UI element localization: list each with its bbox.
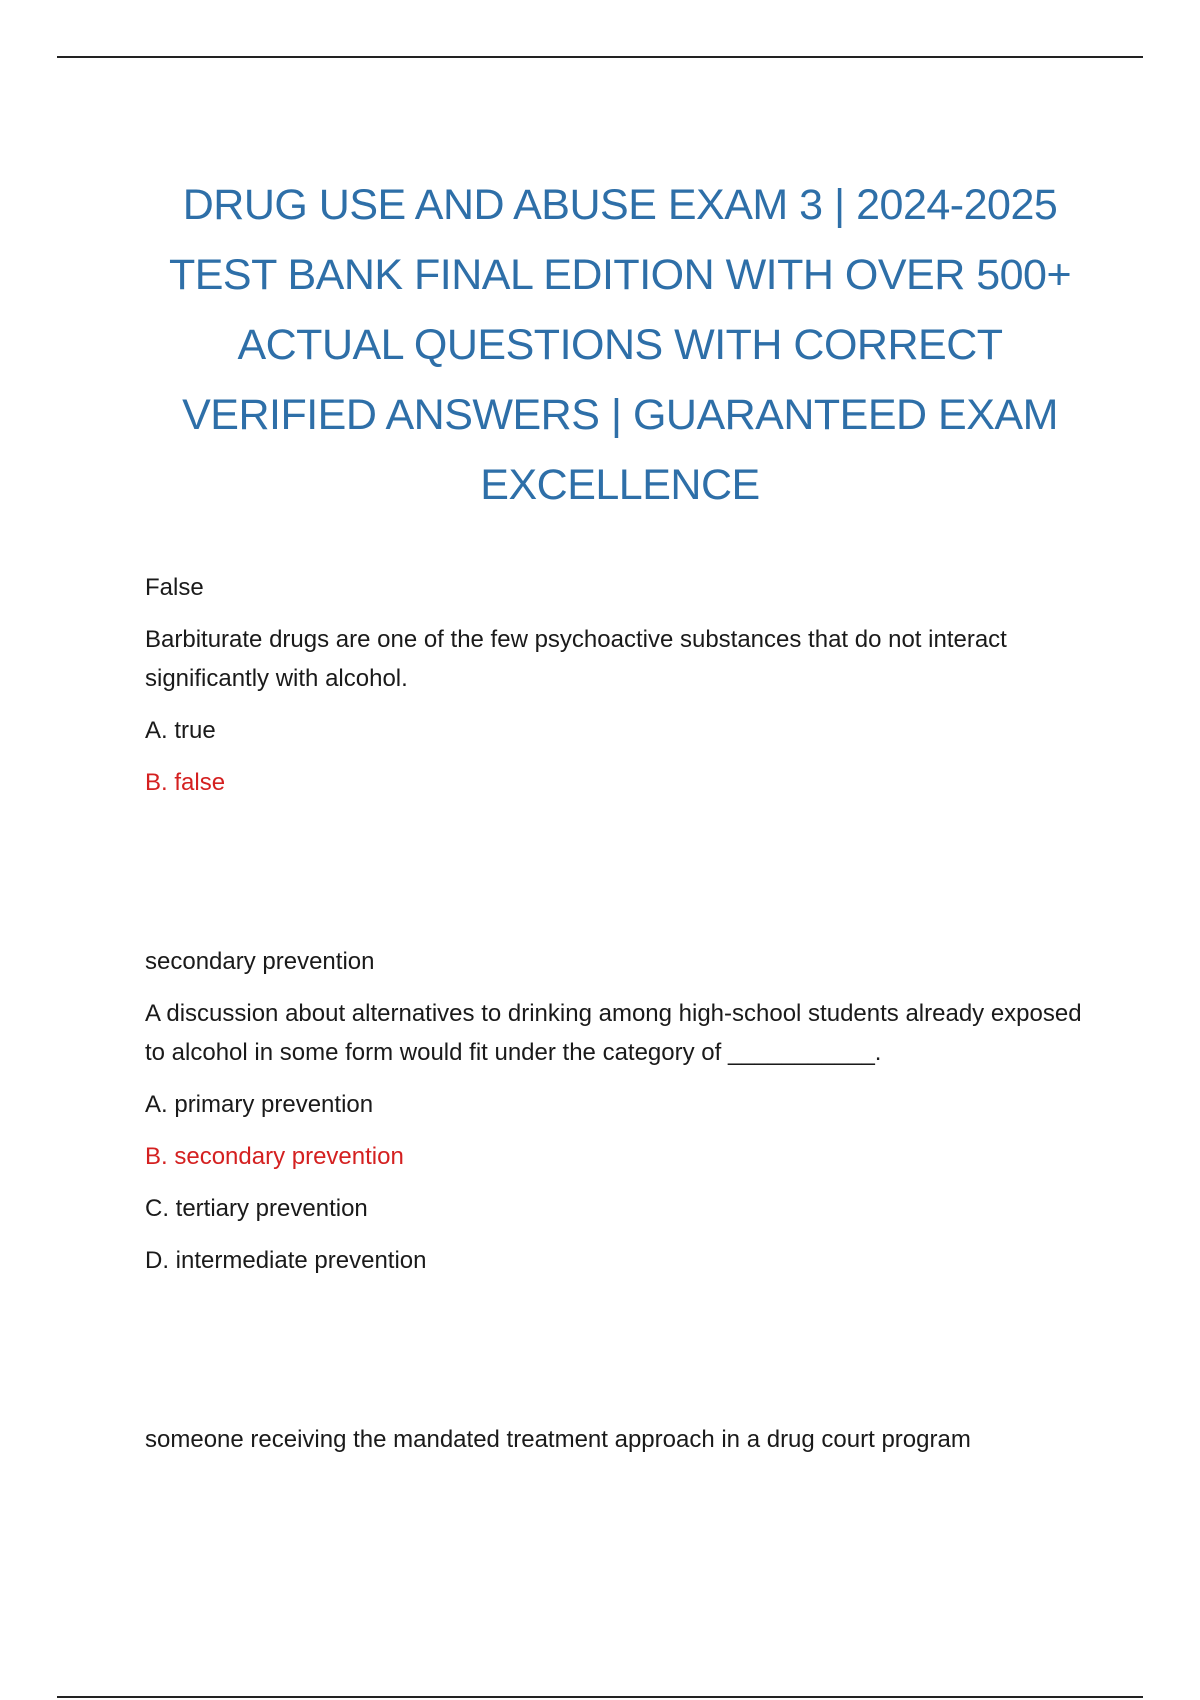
answer-text: secondary prevention <box>145 948 375 975</box>
question-text: Barbiturate drugs are one of the few psychoactive substances that do not interact significantly with alcohol. <box>145 626 1007 692</box>
question-block <box>145 1420 1105 1459</box>
question-text: A discussion about alternatives to drinking among high-school students already exposed to alcohol in some form would fit under the category of ___________. <box>145 1000 1082 1066</box>
answer-text: someone receiving the mandated treatment approach in a drug court program <box>145 1426 971 1453</box>
bottom-rule <box>57 1696 1143 1698</box>
question-block <box>145 568 1105 802</box>
option-b: B. secondary prevention <box>145 1143 404 1170</box>
title-line: ACTUAL QUESTIONS WITH CORRECT <box>237 321 1003 369</box>
title-line: DRUG USE AND ABUSE EXAM 3 | 2024-2025 <box>182 181 1058 229</box>
option-c: C. tertiary prevention <box>145 1195 368 1222</box>
question-block <box>145 942 1105 1280</box>
option-a: A. true <box>145 717 216 744</box>
question-list <box>145 568 1105 1472</box>
title-line: VERIFIED ANSWERS | GUARANTEED EXAM <box>182 391 1058 439</box>
option-a: A. primary prevention <box>145 1091 374 1118</box>
top-rule <box>57 56 1143 58</box>
option-b: B. false <box>145 769 226 796</box>
document-title <box>130 170 1110 520</box>
title-line: EXCELLENCE <box>480 461 760 509</box>
option-d: D. intermediate prevention <box>145 1247 427 1274</box>
answer-text: False <box>145 574 204 601</box>
title-line: TEST BANK FINAL EDITION WITH OVER 500+ <box>168 251 1072 299</box>
